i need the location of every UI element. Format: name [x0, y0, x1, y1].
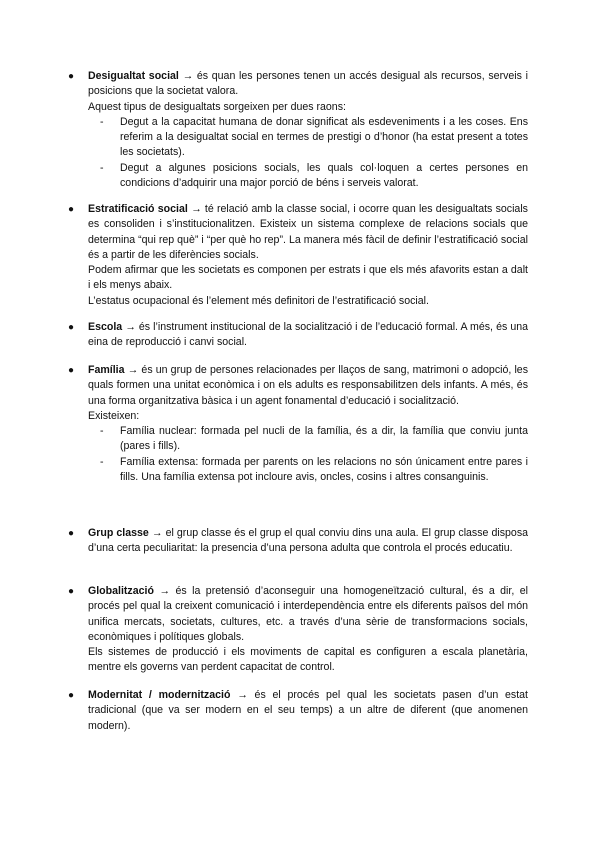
entry-term: Família	[88, 364, 125, 376]
dash-icon: -	[100, 455, 104, 468]
entry-term: Estratificació social	[88, 203, 188, 215]
bullet-icon: ●	[68, 690, 75, 701]
entry-term: Grup classe	[88, 527, 149, 539]
definition-text: és el procés pel qual les societats pasen d’un estat tradicional (que va ser modern en el seu temps) a un altre de diferent (que anomenen modern).	[88, 689, 528, 732]
bullet-icon: ●	[68, 586, 75, 597]
arrow: →	[125, 321, 136, 333]
definition-text: és quan les persones tenen un accés desigual als recursos, serveis i posicions que la societat valora.	[88, 70, 528, 98]
arrow: →	[191, 203, 202, 215]
entry-definition	[88, 69, 528, 100]
entry-paragraph: Podem afirmar que les societats es componen per estrats i que els més afavorits estan a dalt i els menys abaix.	[88, 264, 528, 292]
arrow: →	[159, 585, 170, 597]
entry-term: Escola	[88, 321, 123, 333]
definition-text: el grup classe és el grup el qual conviu dins una aula. El grup classe disposa d’una certa peculiaritat: la presencia d’una persona adulta que controla el procés educatiu.	[88, 527, 529, 555]
definition-text: és l’instrument institucional de la socialització i de l’educació formal. A més, és una eina de reproducció i canvi social.	[88, 321, 528, 349]
bullet-icon: ●	[68, 322, 75, 333]
dash-icon: -	[100, 115, 104, 128]
entry-paragraph: Aquest tipus de desigualtats sorgeixen per dues raons:	[88, 100, 346, 113]
sub-item-text: Família extensa: formada per parents on les relacions no són únicament entre pares i fills. Una família extensa pot incloure avis, oncles, cosins i altres consanguinis.	[120, 455, 528, 484]
entry-term: Modernitat / modernització	[88, 689, 231, 701]
dash-icon: -	[100, 161, 104, 174]
entry-definition	[88, 688, 528, 734]
entry-paragraph: L’estatus ocupacional és l’element més definitori de l’estratificació social.	[88, 294, 429, 307]
sub-item-text: Degut a la capacitat humana de donar significat als esdeveniments i a les coses. Ens referim a la desigualtat social en termes de prestigi o d’honor (ha estat present a totes les societats).	[120, 115, 528, 159]
sub-item	[100, 455, 528, 486]
definition-text: és un grup de persones relacionades per llaços de sang, matrimoni o adopció, les quals formen una unitat econòmica i on els adults es responsabilitzen dels infants. A més, és una forma organitzativa bàsica i un agent fonamental d’educació i socialització.	[88, 364, 528, 407]
bullet-icon: ●	[68, 204, 75, 215]
bullet-icon: ●	[68, 365, 75, 376]
sub-item-text: Degut a algunes posicions socials, les quals col·loquen a certes persones en condicions d’adquirir una major porció de béns i serveis valorat.	[120, 161, 528, 190]
dash-icon: -	[100, 425, 104, 438]
entry-definition	[88, 526, 528, 557]
entry-term: Globalització	[88, 585, 154, 597]
entry-term: Desigualtat social	[88, 70, 179, 82]
entry-definition	[88, 202, 528, 263]
entry-estratificacio-social	[68, 202, 528, 309]
entry-globalitzacio	[68, 584, 529, 676]
definition-text: té relació amb la classe social, i ocorre quan les desigualtats socials es consoliden i s’institucionalitzen. Existeix un sistema complexe de relacions socials que determina “qui rep què” i “per què ho rep”. La manera més fàcil de definir l’estratificació social és a partir de les diferències socials.	[88, 203, 528, 261]
entry-paragraph: Els sistemes de producció i els moviments de capital es configuren a escala planetària, mentre els governs van perdent capacitat de control.	[88, 646, 528, 674]
sub-item-text: Família nuclear: formada pel nucli de la família, és a dir, la família que conviu junta (pares i fills).	[120, 425, 528, 453]
entry-desigualtat-social	[68, 69, 528, 191]
bullet-icon: ●	[68, 528, 75, 539]
definition-text: és la pretensió d’aconseguir una homogeneïtzació cultural, és a dir, el procés pel qual la creixent comunicació i interdependència entre els diferents països del món unifica mercats, societats, cultures, etc. a través d’una sèrie de transformacions socials, econòmiques i polítiques globals.	[88, 585, 529, 643]
entry-paragraph: Existeixen:	[88, 409, 140, 422]
sub-item	[100, 115, 528, 161]
arrow: →	[182, 70, 194, 82]
entry-modernitat	[68, 688, 528, 734]
bullet-icon: ●	[68, 71, 75, 82]
entry-definition	[88, 363, 528, 409]
sub-item	[100, 424, 528, 455]
sub-item	[100, 161, 528, 192]
arrow: →	[237, 689, 248, 701]
arrow: →	[151, 527, 163, 539]
arrow: →	[127, 364, 139, 376]
entry-escola	[68, 320, 528, 351]
entry-familia	[68, 363, 528, 485]
entry-definition	[88, 320, 528, 351]
entry-definition	[88, 584, 528, 645]
entry-grup-classe	[68, 526, 529, 557]
